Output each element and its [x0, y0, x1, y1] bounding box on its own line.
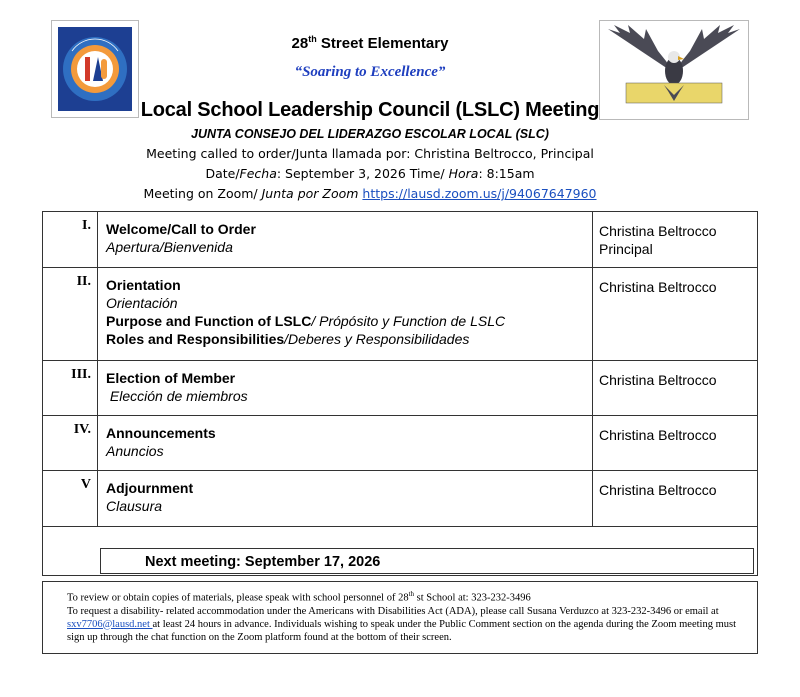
- zoom-link[interactable]: https://lausd.zoom.us/j/94067647960: [362, 186, 597, 201]
- agenda-number: IV.: [43, 416, 98, 471]
- agenda-item-title: Adjournment: [106, 480, 194, 496]
- footer-notice: [42, 581, 758, 654]
- agenda-presenter: Christina Beltrocco: [593, 416, 758, 471]
- agenda-number: II.: [43, 268, 98, 361]
- agenda-item: [98, 361, 593, 416]
- agenda-presenter: Christina Beltrocco: [593, 361, 758, 416]
- agenda-row: [43, 212, 758, 268]
- next-meeting: Next meeting: September 17, 2026: [100, 548, 754, 574]
- page-subtitle: JUNTA CONSEJO DEL LIDERAZGO ESCOLAR LOCAL (SLC): [191, 127, 549, 141]
- footer-line: To request a disability- related accommodation under the Americans with Disabilities Act (ADA), please call Susana Verduzco at 323-232-3496 or email at sxv7706@lausd.net at least 24 hours in advance. Individuals wishing to speak under the Public Comment section on the agenda during the Zoom meeting must sign up through the chat function on the Zoom platform found at the bottom of their screen.: [67, 605, 737, 643]
- agenda-row: [43, 471, 758, 527]
- zoom-line: Meeting on Zoom/ Junta por Zoom https://lausd.zoom.us/j/94067647960: [143, 186, 597, 201]
- eagle-icon: [600, 21, 748, 119]
- agenda-item-title-es: Orientación: [106, 295, 178, 311]
- agenda-item-detail: Purpose and Function of LSLC/ Própósito y Function de LSLC: [106, 313, 506, 329]
- agenda-number: III.: [43, 361, 98, 416]
- page-title: Local School Leadership Council (LSLC) Meeting: [140, 99, 600, 121]
- agenda-row: [43, 268, 758, 361]
- agenda-item: [98, 416, 593, 471]
- agenda-number: V: [43, 471, 98, 527]
- agenda-presenter: Christina Beltrocco Principal: [593, 212, 758, 268]
- agenda-item-title-es: Anuncios: [106, 443, 164, 459]
- agenda-row: [43, 416, 758, 471]
- agenda-row: [43, 361, 758, 416]
- agenda-item-title-es: Elección de miembros: [106, 388, 248, 404]
- agenda-presenter: Christina Beltrocco: [593, 471, 758, 527]
- school-name: 28th Street Elementary: [291, 34, 449, 52]
- agenda-item: [98, 471, 593, 527]
- agenda-table: [42, 211, 758, 576]
- eagle-logo: [599, 20, 749, 120]
- footer-line: To review or obtain copies of materials, please speak with school personnel of 28th st School at: 323-232-3496: [67, 590, 531, 604]
- agenda-item-title: Election of Member: [106, 370, 236, 386]
- agenda-number: I.: [43, 212, 98, 268]
- agenda-item-title-es: Clausura: [106, 498, 163, 514]
- lausd-logo: [51, 20, 139, 118]
- agenda-item-detail: Roles and Responsibilities/Deberes y Responsibilidades: [106, 331, 470, 347]
- agenda-item-title: Welcome/Call to Order: [106, 221, 256, 237]
- agenda-presenter: Christina Beltrocco: [593, 268, 758, 361]
- called-by-line: Meeting called to order/Junta llamada por: Christina Beltrocco, Principal: [146, 146, 594, 161]
- lausd-seal-icon: [52, 21, 138, 117]
- agenda-item-title: Orientation: [106, 277, 181, 293]
- agenda-item-title: Announcements: [106, 425, 216, 441]
- school-motto: “Soaring to Excellence”: [294, 64, 446, 80]
- agenda-item: [98, 212, 593, 268]
- agenda-item-title-es: Apertura/Bienvenida: [106, 239, 233, 255]
- agenda-item: [98, 268, 593, 361]
- date-time-line: Date/Fecha: September 3, 2026 Time/ Hora: 8:15am: [205, 166, 535, 181]
- email-link[interactable]: sxv7706@lausd.net: [67, 618, 153, 630]
